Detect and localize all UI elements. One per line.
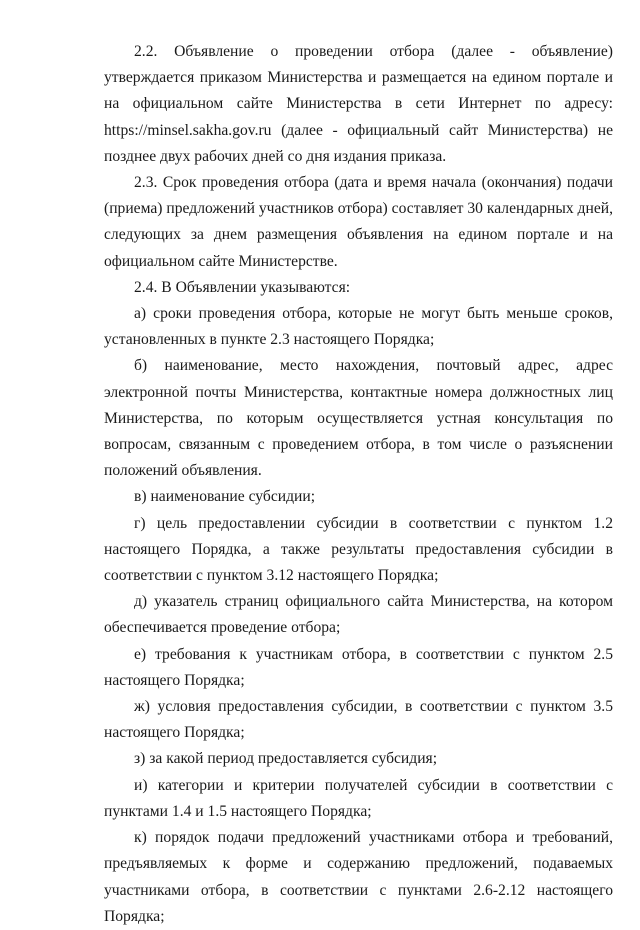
document-body [104,39,613,930]
list-item-a: а) сроки проведения отбора, которые не могут быть меньше сроков, установленных в пункте 2.3 настоящего Порядка; [104,305,613,349]
paragraph-2-4: 2.4. В Объявлении указываются: [134,278,351,296]
list-item-b: б) наименование, место нахождения, почтовый адрес, адрес электронной почты Министерства, контактные номера должностных лиц Министерства, по которым осуществляется устная консультация по вопросам, связанным с проведением отбора, в том числе о разъяснении положений объявления. [104,357,613,480]
list-item-zh: ж) условия предоставления субсидии, в соответствии с пунктом 3.5 настоящего Порядка; [104,698,613,742]
list-item-k: к) порядок подачи предложений участниками отбора и требований, предъявляемых к форме и содержанию предложений, подаваемых участниками отбора, в соответствии с пунктами 2.6-2.12 настоящего Порядка; [104,829,613,925]
list-item-v: в) наименование субсидии; [134,488,316,506]
list-item-e: е) требования к участникам отбора, в соответствии с пунктом 2.5 настоящего Порядка; [104,645,613,689]
paragraph-2-2: 2.2. Объявление о проведении отбора (далее - объявление) утверждается приказом Министерства и размещается на едином портале и на официальном сайте Министерства в сети Интернет по адресу: https://minsel.sakha.gov.ru (далее - официальный сайт Министерства) не позднее двух рабочих дней со дня издания приказа. [104,43,613,165]
list-item-z: з) за какой период предоставляется субсидия; [134,750,438,768]
list-item-g: г) цель предоставлении субсидии в соответствии с пунктом 1.2 настоящего Порядка, а также результаты предоставления субсидии в соответствии с пунктом 3.12 настоящего Порядка; [104,514,613,585]
list-item-d: д) указатель страниц официального сайта Министерства, на котором обеспечивается проведение отбора; [104,593,613,637]
list-item-i: и) категории и критерии получателей субсидии в соответствии с пунктами 1.4 и 1.5 настоящего Порядка; [104,776,613,820]
paragraph-2-3: 2.3. Срок проведения отбора (дата и время начала (окончания) подачи (приема) предложений участников отбора) составляет 30 календарных дней, следующих за днем размещения объявления на едином портале и на официальном сайте Министерстве. [104,174,613,270]
